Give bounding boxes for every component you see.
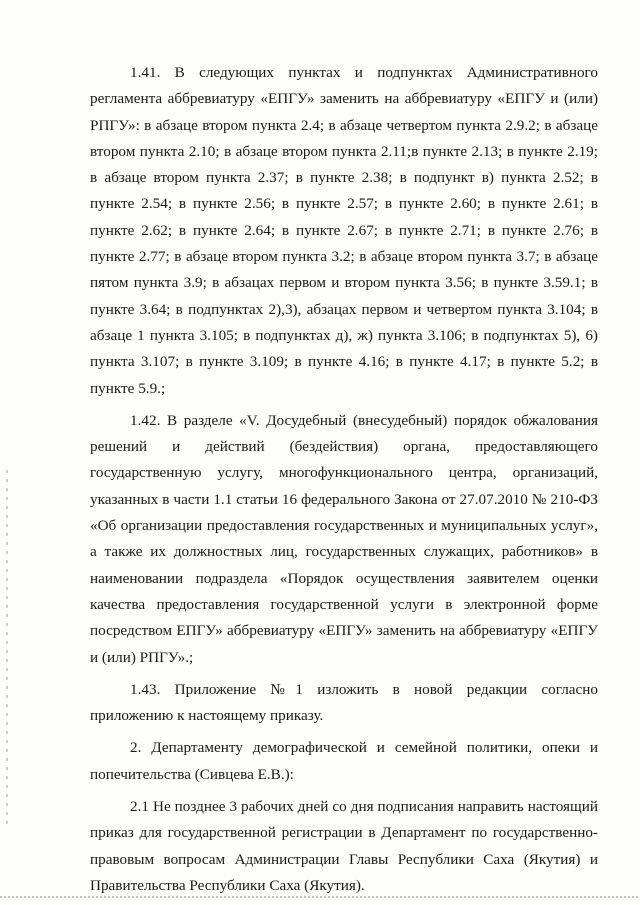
- scan-bottom-edge: [0, 896, 640, 898]
- paragraph-2: 2. Департаменту демографической и семейной политики, опеки и попечительства (Сивцева Е.В.):: [90, 739, 598, 783]
- paragraph-2-1: 2.1 Не позднее 3 рабочих дней со дня подписания направить настоящий приказ для государственной регистрации в Департамент по государственно-правовым вопросам Администрации Главы Республики Саха (Якутия) и Правительства Республики Саха (Якутия).: [90, 798, 598, 894]
- paragraph-1-42: 1.42. В разделе «V. Досудебный (внесудебный) порядок обжалования решений и действий (бездействия) органа, предоставляющего государственную услугу, многофункционального центра, организаций, указанных в части 1.1 статьи 16 федерального Закона от 27.07.2010 № 210-ФЗ «Об организации предоставления государственных и муниципальных услуг», а также их должностных лиц, государственных служащих, работников» в наименовании подраздела «Порядок осуществления заявителем оценки качества предоставления государственной услуги в электронной форме посредством ЕПГУ» аббревиатуру «ЕПГУ» заменить на аббревиатуру «ЕПГУ и (или) РПГУ».;: [90, 411, 598, 666]
- paragraph-1-41: 1.41. В следующих пунктах и подпунктах Административного регламента аббревиатуру «ЕПГУ» заменить на аббревиатуру «ЕПГУ и (или) РПГУ»: в абзаце втором пункта 2.4; в абзаце четвертом пункта 2.9.2; в абзаце втором пункта 2.10; в абзаце втором пункта 2.11;в пункте 2.13; в пункте 2.19; в абзаце втором пункта 2.37; в пункте 2.38; в подпункт в) пункта 2.52; в пункте 2.54; в пункте 2.56; в пункте 2.57; в пункте 2.60; в пункте 2.61; в пункте 2.62; в пункте 2.64; в пункте 2.67; в пункте 2.71; в пункте 2.76; в пункте 2.77; в абзаце втором пункта 3.2; в абзаце втором пункта 3.7; в абзаце пятом пункта 3.9; в абзацах первом и втором пункта 3.56; в пункте 3.59.1; в пункте 3.64; в подпунктах 2),3), абзацах первом и четвертом пункта 3.104; в абзаце 1 пункта 3.105; в подпунктах д), ж) пункта 3.106; в подпунктах 5), 6) пункта 3.107; в пункте 3.109; в пункте 4.16; в пункте 4.17; в пункте 5.2; в пункте 5.9.;: [90, 64, 598, 397]
- scan-margin-marks: [6, 470, 8, 830]
- document-body: [90, 60, 598, 905]
- paragraph-1-43: 1.43. Приложение №1 изложить в новой редакции согласно приложению к настоящему приказу.: [90, 680, 598, 725]
